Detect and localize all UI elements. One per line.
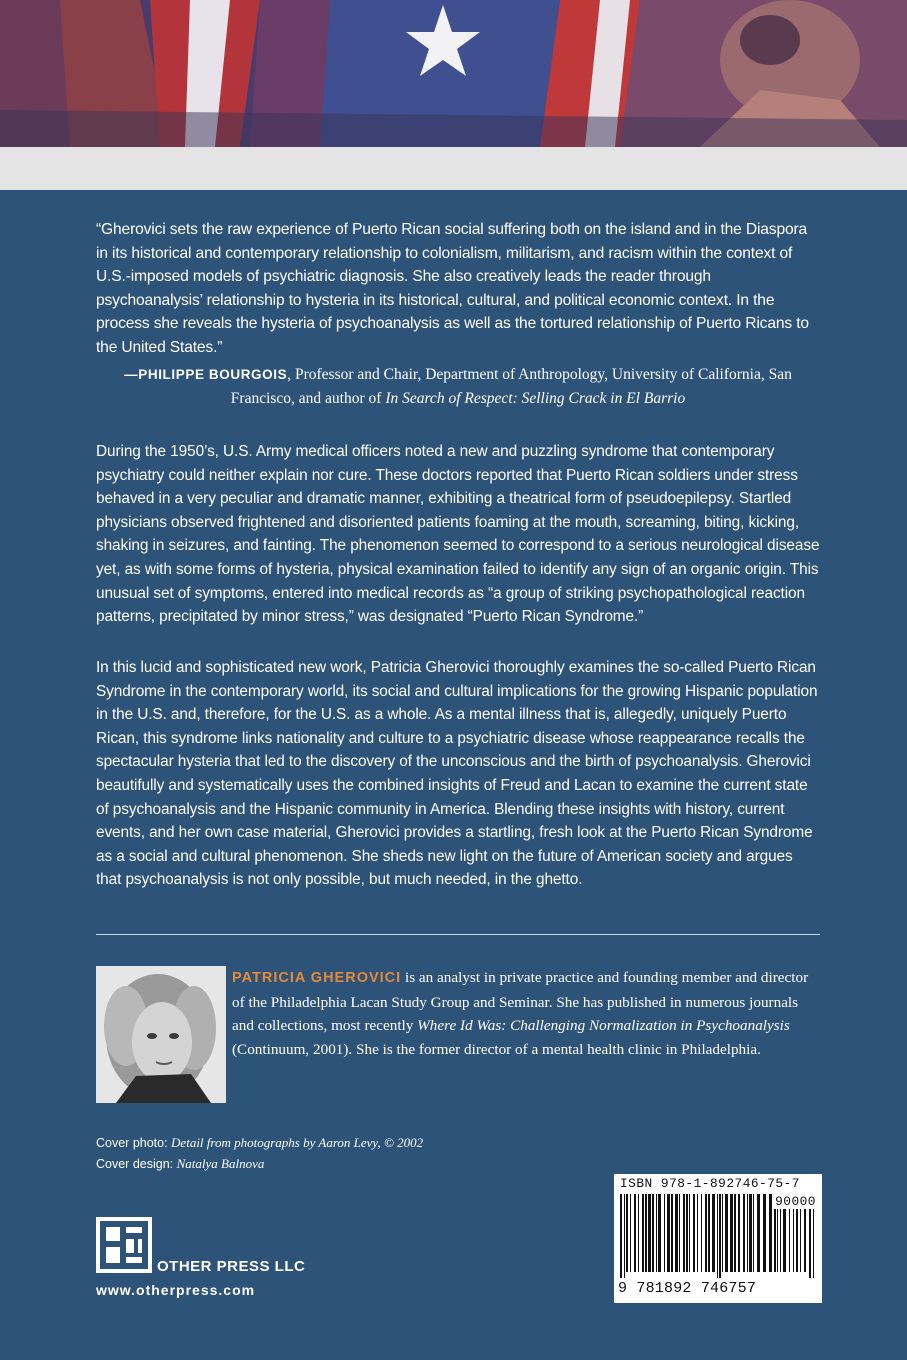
author-bio-text: is an analyst in private practice and founding member and director of the Philadelphia Lacan Study Group and Seminar. She has published in numerous journals and collections, most recently bbox=[232, 969, 809, 1034]
endorser-book: In Search of Respect: Selling Crack in El Barrio bbox=[385, 389, 686, 407]
divider-band bbox=[0, 147, 907, 190]
section-divider bbox=[96, 934, 820, 935]
cover-credits bbox=[96, 1133, 423, 1174]
endorser-name: —PHILIPPE BOURGOIS bbox=[124, 367, 288, 382]
endorser-title: , Professor and Chair, Department of Anthropology, University of California, San Francisco, and author of bbox=[230, 366, 792, 407]
barcode bbox=[614, 1174, 822, 1303]
description-paragraph: In this lucid and sophisticated new work, Patricia Gherovici thoroughly examines the so-called Puerto Rican Syndrome in the contemporary world, its social and cultural implications for the growing Hispanic population in the U.S. and, therefore, for the U.S. as a whole. As a mental illness that is, allegedly, uniquely Puerto Rican, this syndrome links nationality and culture to a psychiatric disease whose reappearance recalls the spectacular hysteria that led to the discovery of the unconscious and the birth of psychoanalysis. Gherovici beautifully and systematically uses the combined insights of Freud and Lacan to examine the current state of psychoanalysis and the Hispanic community in America. Blending these insights with history, current events, and her own case material, Gherovici provides a startling, fresh look at the Puerto Rican Syndrome as a social and cultural phenomenon. She sheds new light on the future of American society and argues that psychoanalysis is not only possible, but much needed, in the ghetto. bbox=[96, 659, 818, 889]
design-credit bbox=[96, 1154, 423, 1175]
design-credit-value: Natalya Balnova bbox=[176, 1155, 265, 1171]
barcode-addon: 90000 bbox=[775, 1194, 816, 1209]
author-bio-text-end: (Continuum, 2001). She is the former director of a mental health clinic in Philadelphia. bbox=[232, 1040, 761, 1058]
author-name: PATRICIA GHEROVICI bbox=[232, 970, 402, 986]
author-photo bbox=[96, 966, 226, 1103]
publisher-name: OTHER PRESS LLC bbox=[157, 1258, 306, 1275]
publisher-url: www.otherpress.com bbox=[96, 1282, 256, 1298]
endorsement-attribution bbox=[96, 363, 820, 410]
publisher-logo-icon bbox=[96, 1217, 152, 1273]
description-paragraph: During the 1950’s, U.S. Army medical officers noted a new and puzzling syndrome that contemporary psychiatry could neither explain nor cure. These doctors reported that Puerto Rican soldiers under stress behaved in a very peculiar and dramatic manner, exhibiting a theatrical form of pseudoepilepsy. Startled physicians observed frightened and disoriented patients foaming at the mouth, screaming, biting, kicking, shaking in seizures, and fainting. The phenomenon seemed to correspond to a serious neurological disease yet, as with some forms of hysteria, physical examination failed to identify any sign of an organic origin. This unusual set of symptoms, entered into medical records as “a group of striking psychopathological reaction patterns, precipitated by minor stress,” was designated “Puerto Rican Syndrome.” bbox=[96, 443, 820, 626]
endorsement-quote: “Gherovici sets the raw experience of Puerto Rican social suffering both on the island and in the Diaspora in its historical and contemporary relationship to colonialism, militarism, and racism within the context of U.S.-imposed models of psychiatric diagnosis. She also creatively leads the reader through psychoanalysis’ relationship to hysteria in its historical, cultural, and political economic context. In the process she reveals the hysteria of psychoanalysis as well as the tortured relationship of Puerto Ricans to the United States.” bbox=[96, 221, 809, 356]
isbn-text: ISBN 978-1-892746-75-7 bbox=[620, 1176, 800, 1191]
author-book-title: Where Id Was: Challenging Normalization in Psychoanalysis bbox=[417, 1017, 790, 1034]
photo-credit bbox=[96, 1133, 423, 1154]
barcode-number: 9 781892 746757 bbox=[618, 1280, 757, 1297]
cover-artwork bbox=[0, 0, 907, 147]
photo-credit-label: Cover photo: bbox=[96, 1136, 172, 1150]
author-bio bbox=[232, 966, 822, 1061]
photo-credit-value: Detail from photographs by Aaron Levy, © 2002 bbox=[171, 1135, 424, 1150]
design-credit-label: Cover design: bbox=[96, 1156, 177, 1171]
